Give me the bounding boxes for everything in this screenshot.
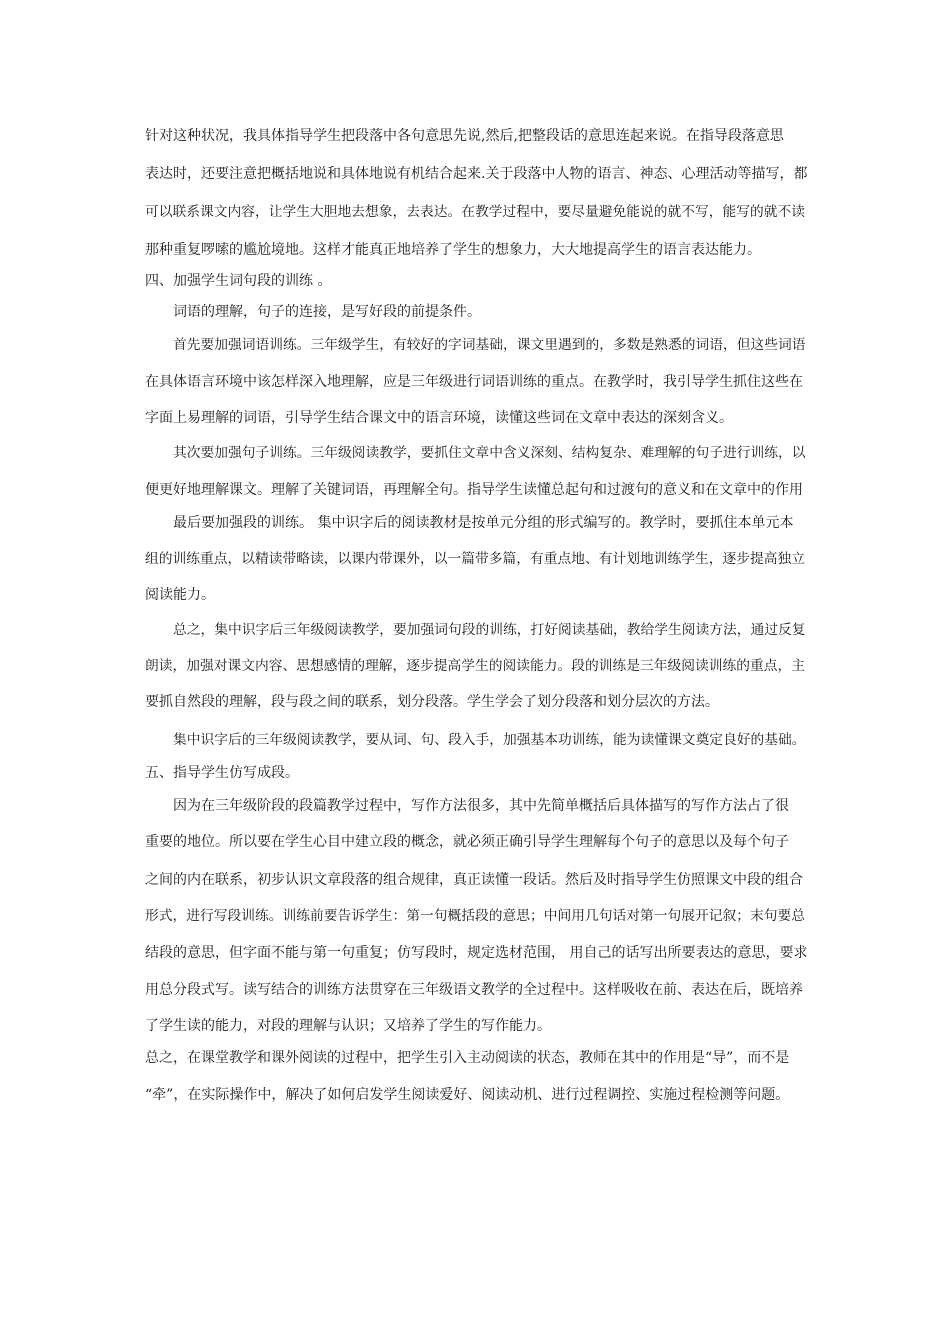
body-text-line: 集中识字后的三年级阅读教学，要从词、句、段入手，加强基本功训练，能为读懂课文奠定良好的基础。 (173, 732, 806, 748)
section-heading: 五、指导学生仿写成段。 (145, 765, 299, 781)
body-text-line: 首先要加强词语训练。三年级学生，有较好的字词基础，课文里遇到的，多数是熟悉的词语，但这些词语 (173, 337, 806, 353)
body-text-line: 因为在三年级阶段的段篇教学过程中，写作方法很多，其中先简单概括后具体描写的写作方法占了很 (173, 798, 789, 814)
body-text-line: 在具体语言环境中该怎样深入地理解，应是三年级进行词语训练的重点。在教学时，我引导学生抓住这些在 (145, 374, 803, 390)
body-text-line: 表达时，还要注意把概括地说和具体地说有机结合起来.关于段落中人物的语言、神态、心理活动等描写，都 (145, 166, 808, 182)
section-heading: 四、加强学生词句段的训练 。 (145, 273, 332, 289)
body-text-line: 结段的意思，但字面不能与第一句重复；仿写段时，规定选材范围， 用自己的话写出所要表达的意思，要求 (145, 945, 808, 961)
body-text-line: 要抓自然段的理解，段与段之间的联系，划分段落。学生学会了划分段落和划分层次的方法。 (145, 694, 719, 710)
body-text-line: “牵”，在实际操作中，解决了如何启发学生阅读爱好、阅读动机、进行过程调控、实施过程检测等问题。 (145, 1087, 790, 1103)
body-text-line: 朗读，加强对课文内容、思想感情的理解，逐步提高学生的阅读能力。段的训练是三年级阅读训练的重点，主 (145, 658, 806, 674)
body-text-line: 便更好地理解课文。理解了关键词语，再理解全句。指导学生读懂总起句和过渡句的意义和在文章中的作用 (145, 482, 803, 498)
body-text-line: 词语的理解，句子的连接，是写好段的前提条件。 (173, 304, 481, 320)
body-text-line: 总之，集中识字后三年级阅读教学，要加强词句段的训练，打好阅读基础，教给学生阅读方法，通过反复 (173, 622, 806, 638)
body-text-line: 其次要加强句子训练。三年级阅读教学，要抓住文章中含义深刻、结构复杂、难理解的句子进行训练，以 (173, 445, 806, 461)
body-text-line: 形式，进行写段训练。训练前要告诉学生：第一句概括段的意思；中间用几句话对第一句展开记叙；末句要总 (145, 908, 806, 924)
body-text-line: 之间的内在联系，初步认识文章段落的组合规律，真正读懂一段话。然后及时指导学生仿照课文中段的组合 (145, 872, 803, 888)
body-text-line: 用总分段式写。读写结合的训练方法贯穿在三年级语文教学的全过程中。这样吸收在前、表达在后，既培养 (145, 982, 803, 998)
body-text-line: 重要的地位。所以要在学生心目中建立段的概念，就必须正确引导学生理解每个句子的意思以及每个句子 (145, 834, 789, 850)
body-text-line: 最后要加强段的训练。 集中识字后的阅读教材是按单元分组的形式编写的。教学时，要抓住本单元本 (173, 515, 794, 531)
body-text-line: 组的训练重点，以精读带略读，以课内带课外，以一篇带多篇，有重点地、有计划地训练学生，逐步提高独立 (145, 551, 806, 567)
body-text-line: 字面上易理解的词语，引导学生结合课文中的语言环境，读懂这些词在文章中表达的深刻含义。 (145, 410, 733, 426)
body-text-line: 可以联系课文内容，让学生大胆地去想象，去表达。在教学过程中，要尽量避免能说的就不写，能写的就不读 (145, 204, 806, 220)
body-text-line: 那种重复啰嗦的尴尬境地。这样才能真正地培养了学生的想象力，大大地提高学生的语言表达能力。 (145, 242, 761, 258)
body-text-line: 针对这种状况，我具体指导学生把段落中各句意思先说,然后,把整段话的意思连起来说。在指导段落意思 (145, 128, 784, 144)
body-text-line: 了学生读的能力，对段的理解与认识；又培养了学生的写作能力。 (145, 1018, 551, 1034)
body-text-line: 总之，在课堂教学和课外阅读的过程中，把学生引入主动阅读的状态，教师在其中的作用是“导”，而不是 (145, 1050, 790, 1066)
body-text-line: 阅读能力。 (145, 587, 215, 603)
